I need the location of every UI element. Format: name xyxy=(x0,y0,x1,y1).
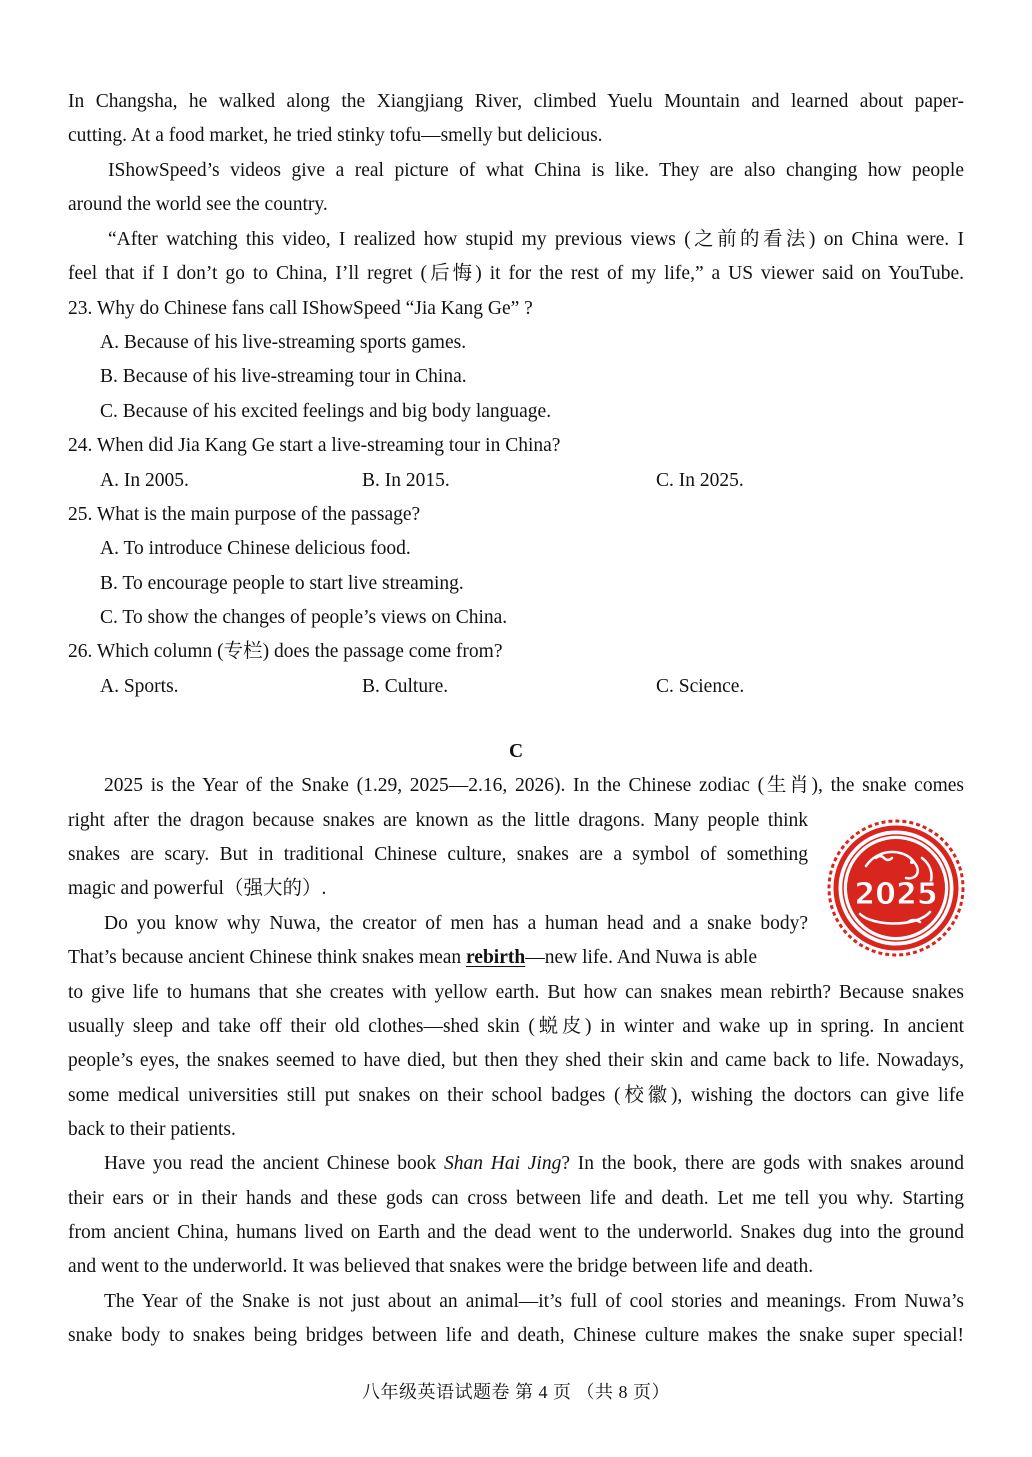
question-25-option-c: C. To show the changes of people’s views on China. xyxy=(100,607,508,628)
rebirth-sentence-end: —new life. And Nuwa is able xyxy=(525,947,758,968)
passage-b-line: IShowSpeed’s videos give a real picture of what China is like. They are also changing how people xyxy=(108,160,964,181)
passage-c-line: back to their patients. xyxy=(68,1119,236,1140)
passage-c-line: people’s eyes, the snakes seemed to have died, but then they shed their skin and came back to life. Nowadays, xyxy=(68,1050,964,1071)
passage-c-line: to give life to humans that she creates with yellow earth. But how can snakes mean rebirth? Because snakes xyxy=(68,982,964,1003)
passage-b-line: around the world see the country. xyxy=(68,194,328,215)
passage-c-line xyxy=(68,946,808,970)
question-25-option-a: A. To introduce Chinese delicious food. xyxy=(100,538,411,559)
passage-c-line: usually sleep and take off their old clothes—shed skin (蜕皮) in winter and wake up in spring. In ancient xyxy=(68,1016,964,1037)
passage-c-line xyxy=(104,1152,964,1176)
book-title: Shan Hai Jing xyxy=(444,1153,562,1174)
question-26-option-c: C. Science. xyxy=(656,676,745,697)
passage-c-line: right after the dragon because snakes are known as the little dragons. Many people think xyxy=(68,810,808,831)
seal-year-text: 2025 xyxy=(854,877,938,912)
page-footer: 八年级英语试题卷 第 4 页 （共 8 页） xyxy=(362,1382,670,1402)
book-sentence-end: ? In the book, there are gods with snakes around xyxy=(561,1153,964,1174)
rebirth-sentence-start: That’s because ancient Chinese think snakes mean xyxy=(68,947,466,968)
section-heading-c: C xyxy=(508,741,524,762)
passage-c-line: and went to the underworld. It was believed that snakes were the bridge between life and death. xyxy=(68,1256,814,1277)
question-23-option-a: A. Because of his live-streaming sports games. xyxy=(100,332,467,353)
question-23-option-b: B. Because of his live-streaming tour in China. xyxy=(100,366,467,387)
question-25-option-b: B. To encourage people to start live streaming. xyxy=(100,573,464,594)
question-26-options xyxy=(100,675,744,699)
passage-c-line: The Year of the Snake is not just about an animal—it’s full of cool stories and meanings. From Nuwa’s xyxy=(104,1291,964,1312)
question-23-option-c: C. Because of his excited feelings and big body language. xyxy=(100,401,552,422)
passage-c-line: their ears or in their hands and these gods can cross between life and death. Let me tell you why. Starting xyxy=(68,1188,964,1209)
passage-b-line: In Changsha, he walked along the Xiangjiang River, climbed Yuelu Mountain and learned about paper- xyxy=(68,91,964,112)
passage-b-line: feel that if I don’t go to China, I’ll regret (后悔) it for the rest of my life,” a US viewer said on YouTube. xyxy=(68,263,964,284)
passage-c-line: snake body to snakes being bridges between life and death, Chinese culture makes the snake super special! xyxy=(68,1325,964,1346)
question-24-option-a: A. In 2005. xyxy=(100,470,189,491)
question-25-stem: 25. What is the main purpose of the passage? xyxy=(68,504,421,525)
question-26-stem: 26. Which column (专栏) does the passage come from? xyxy=(68,641,503,662)
rebirth-keyword: rebirth xyxy=(466,947,526,968)
passage-b-line: cutting. At a food market, he tried stinky tofu—smelly but delicious. xyxy=(68,125,603,146)
question-24-option-c: C. In 2025. xyxy=(656,470,744,491)
passage-c-line: 2025 is the Year of the Snake (1.29, 2025—2.16, 2026). In the Chinese zodiac (生肖), the snake comes xyxy=(104,775,964,796)
passage-c-line: from ancient China, humans lived on Earth and the dead went to the underworld. Snakes dug into the ground xyxy=(68,1222,964,1243)
question-26-option-b: B. Culture. xyxy=(362,676,449,697)
passage-c-line: snakes are scary. But in traditional Chinese culture, snakes are a symbol of something xyxy=(68,844,808,865)
passage-c-line: magic and powerful（强大的）. xyxy=(68,878,327,899)
snake-papercut-image xyxy=(826,818,966,958)
question-23-stem: 23. Why do Chinese fans call IShowSpeed “Jia Kang Ge” ? xyxy=(68,298,533,319)
book-sentence-start: Have you read the ancient Chinese book xyxy=(104,1153,445,1174)
question-24-options xyxy=(100,469,744,493)
question-26-option-a: A. Sports. xyxy=(100,676,179,697)
passage-b-line: “After watching this video, I realized how stupid my previous views (之前的看法) on China were. I xyxy=(108,229,964,250)
passage-c-line: Do you know why Nuwa, the creator of men has a human head and a snake body? xyxy=(104,913,808,934)
question-24-stem: 24. When did Jia Kang Ge start a live-streaming tour in China? xyxy=(68,435,561,456)
passage-c-line: some medical universities still put snakes on their school badges (校徽), wishing the doctors can give life xyxy=(68,1085,964,1106)
question-24-option-b: B. In 2015. xyxy=(362,470,450,491)
